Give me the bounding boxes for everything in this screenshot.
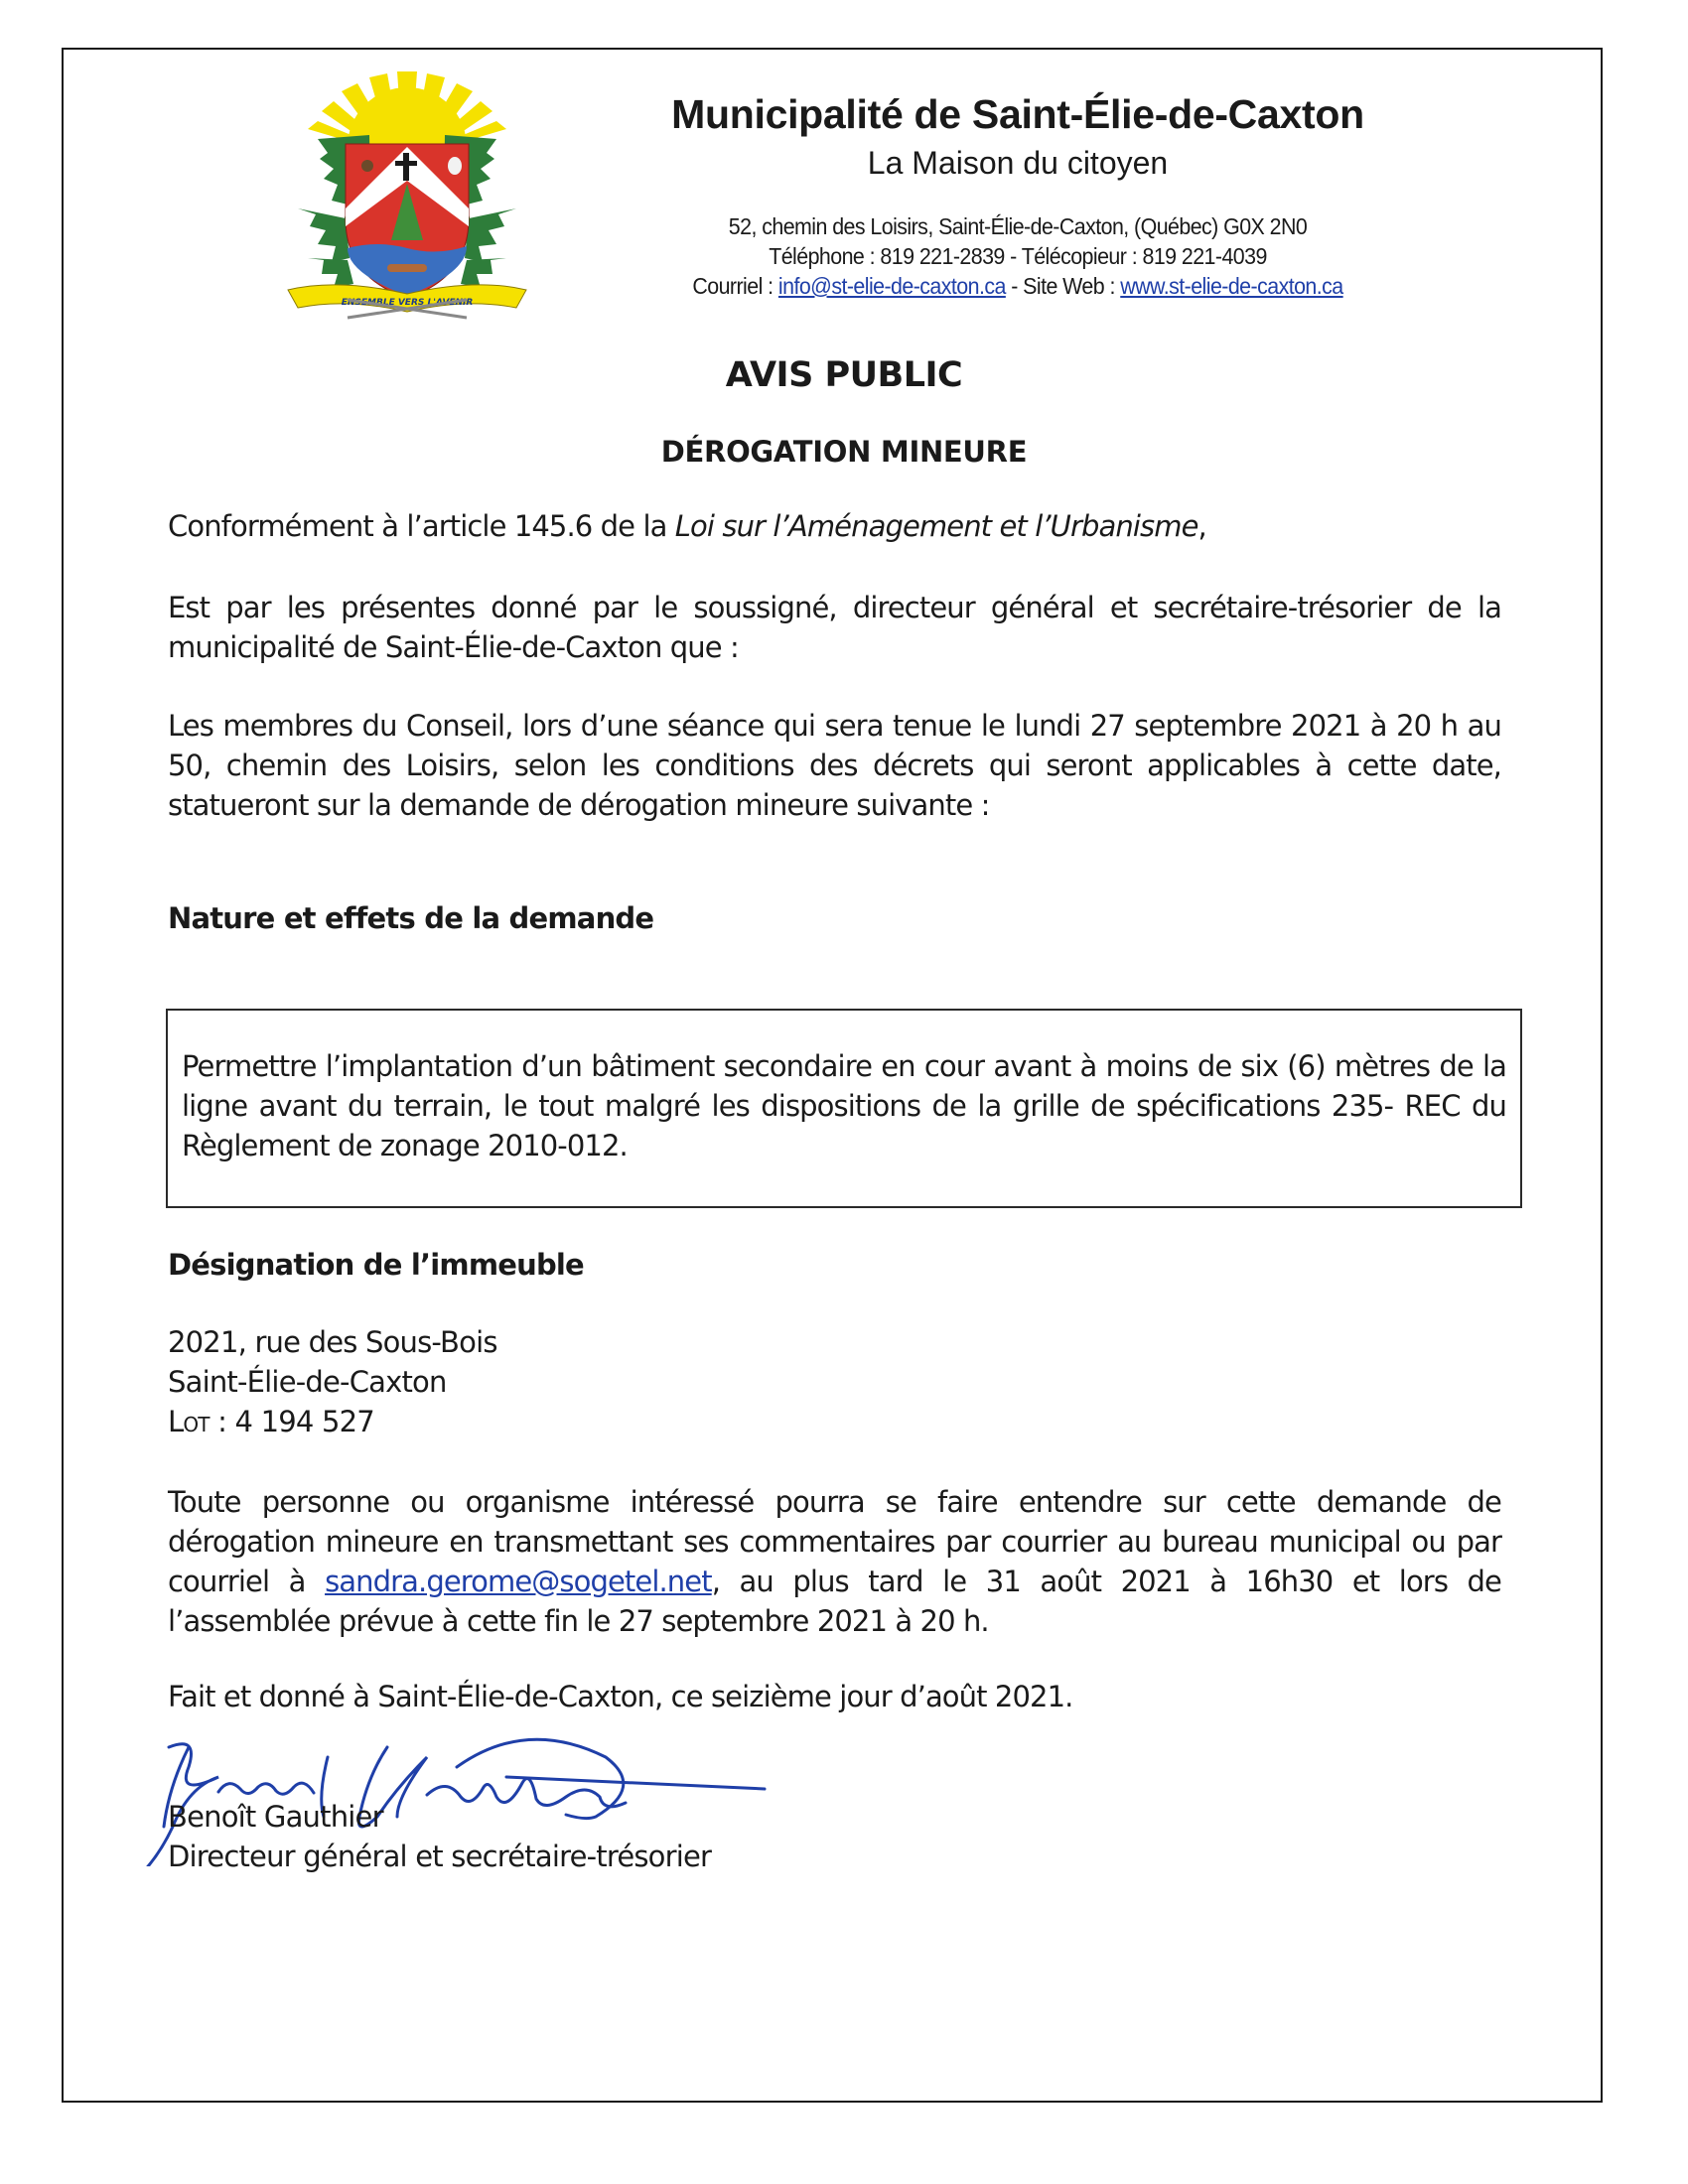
lot-label: Lot [168,1405,210,1438]
closing-statement: Fait et donné à Saint-Élie-de-Caxton, ce seizième jour d’août 2021. [168,1680,1073,1713]
nature-heading: Nature et effets de la demande [168,901,654,935]
email-link[interactable]: info@st-elie-de-caxton.ca [777,273,1006,299]
organization-address: 52, chemin des Loisirs, Saint-Élie-de-Caxton, (Québec) G0X 2N0 [728,213,1308,239]
comments-paragraph [168,1482,1501,1641]
website-label: - Site Web : [1005,273,1121,299]
lot-number [168,1402,497,1441]
organization-contact-line [626,273,1411,300]
signatory-name: Benoît Gauthier [168,1800,383,1834]
declaration-paragraph: Est par les présentes donné par le soussigné, directeur général et secrétaire-trésorier de la municipalité de Saint-Élie-de-Caxton que : [168,591,1501,664]
organization-phone: Téléphone : 819 221-2839 - Télécopieur : 819 221-4039 [769,243,1267,269]
request-description-box [166,1009,1522,1208]
request-description: Permettre l’implantation d’un bâtiment secondaire en cour avant à moins de six (6) mètres de la ligne avant du terrain, le tout malgré les dispositions de la grille de spécifications 235- REC du Règlement de zonage 2010-012. [182,1049,1506,1162]
signatory [168,1797,711,1876]
organization-subtitle: La Maison du citoyen [867,145,1169,181]
paragraph-text: Conformément à l’article 145.6 de la [168,509,675,543]
address-line-city: Saint-Élie-de-Caxton [168,1365,447,1399]
organization-name: Municipalité de Saint-Élie-de-Caxton [671,91,1364,137]
paragraph-text: , [1197,509,1206,543]
notice-title: AVIS PUBLIC [725,355,963,395]
notice-subtitle: DÉROGATION MINEURE [660,435,1028,469]
council-meeting-paragraph: Les membres du Conseil, lors d’une séance qui sera tenue le lundi 27 septembre 2021 à 20 h au 50, chemin des Loisirs, selon les conditions des décrets qui seront applicables à cette date, statueront sur la demande de dérogation mineure suivante : [168,709,1501,822]
email-label: Courriel : [692,273,778,299]
paragraph-text: Toute personne ou organisme intéressé pourra se faire entendre sur cette demande de dérogation mineure en transmettant ses commentaires par courrier au bureau municipal ou par courriel à [168,1485,1501,1598]
contact-email-link[interactable]: sandra.gerome@sogetel.net [325,1565,712,1598]
address-line-street: 2021, rue des Sous-Bois [168,1325,497,1359]
svg-text:ENSEMBLE VERS L'AVENIR: ENSEMBLE VERS L'AVENIR [341,298,474,308]
website-link[interactable]: www.st-elie-de-caxton.ca [1120,273,1343,299]
signatory-title: Directeur général et secrétaire-trésorier [168,1840,712,1873]
paragraph-text: , au plus tard le 31 août 2021 à 16h30 et lors de l’assemblée prévue à cette fin le 27 septembre 2021 à 20 h. [168,1565,1501,1638]
municipal-crest-icon [278,69,536,330]
lot-value: : 4 194 527 [209,1405,374,1438]
property-address [168,1322,497,1441]
legal-reference-paragraph [168,506,1501,546]
law-title: Loi sur l’Aménagement et l’Urbanisme [674,509,1198,543]
designation-heading: Désignation de l’immeuble [168,1248,584,1282]
